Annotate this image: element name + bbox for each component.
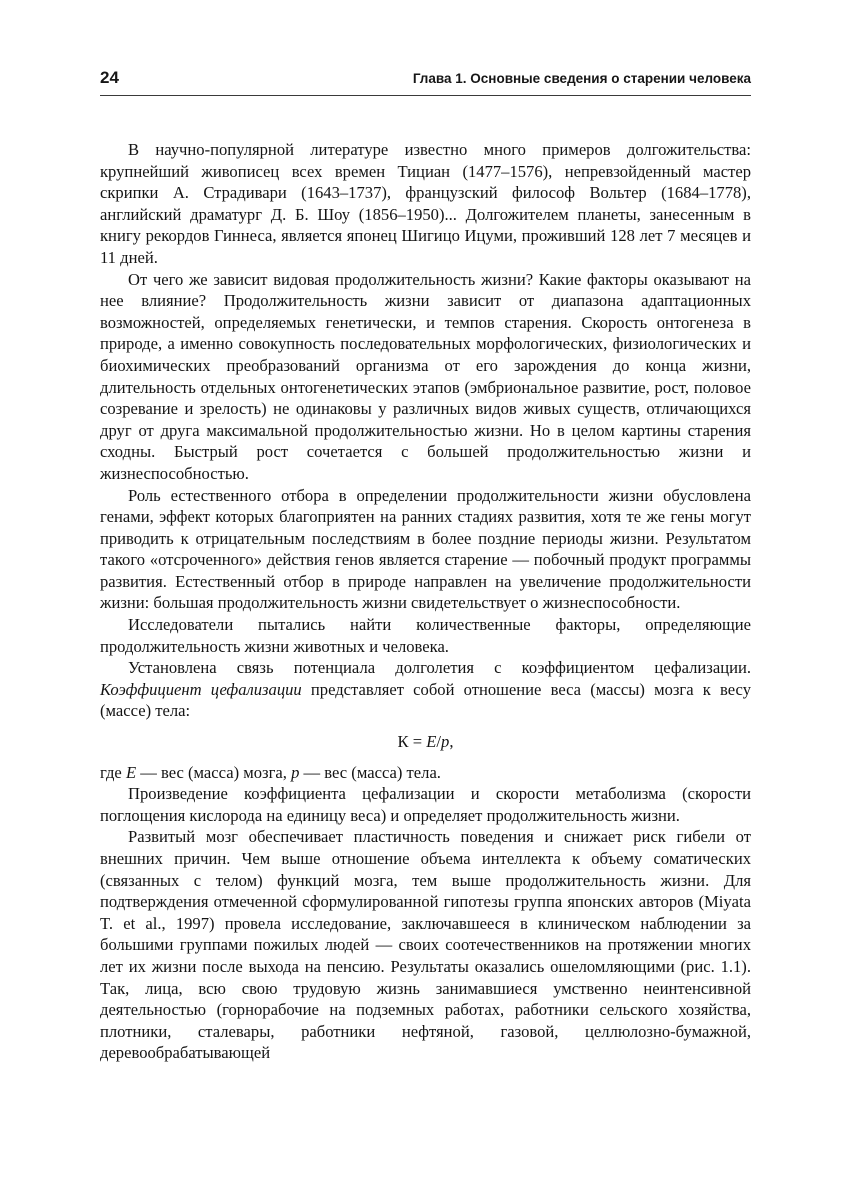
formula (100, 731, 751, 753)
italic-text: E (426, 732, 437, 752)
text-run: Исследователи пытались найти количественные факторы, определяющие продолжительность жизни животных и человека. (100, 615, 751, 656)
paragraph (100, 783, 751, 826)
italic-text: E (125, 762, 137, 782)
italic-text: Коэффициент цефализации (100, 679, 302, 699)
text-run: / (436, 732, 442, 752)
chapter-title: Глава 1. Основные сведения о старении человека (412, 71, 751, 86)
header-rule (100, 95, 751, 96)
body-text (100, 139, 751, 1064)
text-run: , (449, 732, 454, 752)
text-run: В научно-популярной литературе известно много примеров долгожительства: крупнейший живописец всех времен Тициан (1477–1576), непревзойденный мастер скрипки А. Страдивари (1643–1737), французский философ Вольтер (1684–1778), английский драматург Д. Б. Шоу (1856–1950)... Долгожителем планеты, занесенным в книгу рекордов Гиннеса, является японец Шигицо Ицуми, проживший 128 лет 7 месяцев и 11 дней. (100, 140, 751, 267)
italic-text: p (291, 762, 300, 782)
text-run: К = (397, 732, 427, 752)
text-run: Произведение коэффициента цефализации и скорости метаболизма (скорости поглощения кислорода на единицу веса) и определяет продолжительность жизни. (100, 784, 751, 825)
text-run: где (100, 762, 126, 782)
paragraph (100, 826, 751, 1064)
text-run: Установлена связь потенциала долголетия с коэффициентом цефализации. (128, 658, 751, 678)
page-content (100, 68, 751, 1064)
paragraph (100, 485, 751, 615)
text-run: От чего же зависит видовая продолжительность жизни? Какие факторы оказывают на нее влияние? Продолжительность жизни зависит от диапазона адаптационных возможностей, определяемых генетически, и темпов старения. Скорость онтогенеза в природе, а именно совокупность последовательных морфологических, физиологических и биохимических преобразований организма от его зарождения до конца жизни, длительность отдельных онтогенетических этапов (эмбриональное развитие, рост, половое созревание и зрелость) не одинаковы у различных видов живых существ, отличающихся друг от друга максимальной продолжительностью жизни. Но в целом картины старения сходны. Быстрый рост сочетается с большей продолжительностью жизни и жизнеспособностью. (100, 269, 751, 483)
page-number: 24 (100, 68, 119, 87)
paragraph (100, 657, 751, 722)
text-run: Роль естественного отбора в определении продолжительности жизни обусловлена генами, эффект которых благоприятен на ранних стадиях развития, хотя те же гены могут приводить к отрицательным последствиям в более поздние периоды жизни. Результатом такого «отсроченного» действия генов является старение — побочный продукт программы развития. Естественный отбор в природе направлен на увеличение продолжительности жизни: большая продолжительность жизни свидетельствует о жизнеспособности. (100, 485, 751, 613)
text-run: представляет собой отношение веса (массы) мозга к весу (массе) тела: (100, 679, 751, 721)
paragraph (100, 269, 751, 485)
text-run: — вес (масса) мозга, (136, 762, 292, 782)
text-run: — вес (масса) тела. (299, 762, 441, 782)
paragraph (100, 762, 751, 784)
paragraph (100, 139, 751, 269)
paragraph (100, 614, 751, 657)
running-head (100, 68, 751, 88)
text-run: Развитый мозг обеспечивает пластичность поведения и снижает риск гибели от внешних причин. Чем выше отношение объема интеллекта к объему соматических (связанных с телом) функций мозга, тем выше продолжительность жизни. Для подтверждения отмеченной сформулированной гипотезы группа японских авторов (Miyata T. et al., 1997) провела исследование, заключавшееся в клиническом наблюдении за большими группами пожилых людей — своих соотечественников на протяжении многих лет их жизни после выхода на пенсию. Результаты оказались ошеломляющими (рис. 1.1). Так, лица, всю свою трудовую жизнь занимавшиеся умственно неинтенсивной деятельностью (горнорабочие на подземных работах, работники сельского хозяйства, плотники, сталевары, работники нефтяной, газовой, целлюлозно-бумажной, деревообрабатывающей (100, 827, 751, 1063)
italic-text: p (441, 732, 450, 752)
